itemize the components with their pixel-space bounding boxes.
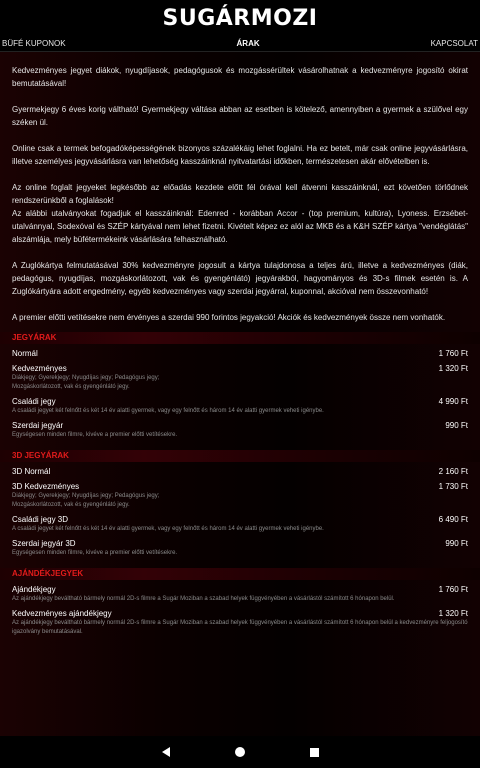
price-name: Családi jegy 3D <box>12 515 69 524</box>
price-description: Egységesen minden filmre, kivéve a premier előtti vetítésekre. <box>12 432 178 438</box>
info-paragraph: Kedvezményes jegyet diákok, nyugdíjasok, pedagógusok és mozgássérültek vásárolhatnak a kedvezményre jogosító okirat bemutatásával! <box>12 66 468 88</box>
price-description: Egységesen minden filmre, kivéve a premier előtti vetítésekre. <box>12 550 178 556</box>
price-section-ajandekjegyek <box>12 568 468 637</box>
price-section-3d-jegyarak <box>12 450 468 558</box>
section-title: 3D JEGYÁRAK <box>12 451 69 460</box>
info-paragraph: Online csak a termek befogadóképességének bizonyos százalékáig lehet foglalni. Ha ez betelt, már csak online jegyvásárlásra, illetve személyes jegyvásárlásra van lehetőség kasszáinknál nyitvatartási időkben, természetesen akár elővételben is. <box>12 144 468 166</box>
price-name: Ajándékjegy <box>12 585 56 594</box>
price-row <box>12 481 468 492</box>
price-description: Diákjegy; Gyerekjegy; Nyugdíjas jegy; Pedagógus jegy; Mozgáskorlátozott, vak és gyengénlátó jegy. <box>12 493 160 508</box>
price-row <box>12 396 468 407</box>
price-value: 990 Ft <box>445 539 468 548</box>
nav-item-bufe-kuponok[interactable]: BÜFÉ KUPONOK <box>2 39 66 48</box>
prices-page-content[interactable] <box>0 52 480 736</box>
section-header <box>0 332 480 344</box>
nav-item-arak[interactable]: ÁRAK <box>236 39 260 48</box>
price-description: A családi jegyet két felnőtt és két 14 év alatti gyermek, vagy egy felnőtt és három 14 év alatti gyermek veheti igénybe. <box>12 526 324 532</box>
app-header <box>0 0 480 36</box>
price-value: 1 320 Ft <box>438 364 468 373</box>
top-nav <box>0 36 480 52</box>
price-row <box>12 608 468 619</box>
recents-icon[interactable] <box>308 746 320 758</box>
price-value: 6 490 Ft <box>438 515 468 524</box>
price-value: 990 Ft <box>445 421 468 430</box>
price-description: A családi jegyet két felnőtt és két 14 év alatti gyermek, vagy egy felnőtt és három 14 év alatti gyermek veheti igénybe. <box>12 408 324 414</box>
price-row <box>12 538 468 549</box>
section-title: JEGYÁRAK <box>12 333 57 342</box>
price-row <box>12 584 468 595</box>
price-name: Szerdai jegyár 3D <box>12 539 76 548</box>
price-name: Szerdai jegyár <box>12 421 64 430</box>
info-paragraph: A Zuglókártya felmutatásával 30% kedvezményre jogosult a kártya tulajdonosa a teljes árú, illetve a kedvezményes (diák, pedagógus, nyugdíjas, mozgáskorlátozott, vak és gyengénlátó) jegyárakból, hagyományos és 3D-s filmek esetén is. A Zuglókártyára adott engedmény, egyéb kedvezményes vagy szerdai jegyárral, kuponnal, akcióval nem összevonható! <box>12 261 468 296</box>
nav-item-kapcsolat[interactable]: KAPCSOLAT <box>430 39 478 48</box>
price-name: 3D Kedvezményes <box>12 482 80 491</box>
system-navigation-bar <box>0 736 480 768</box>
price-description: Az ajándékjegy beváltható bármely normál 2D-s filmre a Sugár Moziban a szabad helyek függvényében a vásárlástól számított 6 hónapon belül. <box>12 596 395 602</box>
price-name: Kedvezményes ajándékjegy <box>12 609 112 618</box>
app-logo[interactable]: SUGÁRMOZI <box>162 5 318 31</box>
section-header <box>0 450 480 462</box>
price-row <box>12 466 468 477</box>
price-value: 4 990 Ft <box>438 397 468 406</box>
price-description: Az ajándékjegy beváltható bármely normál 2D-s filmre a Sugár Moziban a szabad helyek függvényében a vásárlástól számított 6 hónapon belül a kedvezményre feljogosító igazolvány bemutatásával. <box>12 620 468 635</box>
price-description: Diákjegy; Gyerekjegy; Nyugdíjas jegy; Pedagógus jegy; Mozgáskorlátozott, vak és gyengénlátó jegy. <box>12 375 160 390</box>
home-icon[interactable] <box>234 746 246 758</box>
price-value: 1 760 Ft <box>438 585 468 594</box>
info-paragraph: A premier előtti vetítésekre nem érvényes a szerdai 990 forintos jegyakció! Akciók és kedvezmények össze nem vonhatók. <box>12 313 446 322</box>
price-row <box>12 363 468 374</box>
price-name: Kedvezményes <box>12 364 67 373</box>
back-icon[interactable] <box>160 746 172 758</box>
price-value: 2 160 Ft <box>438 467 468 476</box>
price-value: 1 760 Ft <box>438 349 468 358</box>
price-value: 1 730 Ft <box>438 482 468 491</box>
info-paragraph: Az online foglalt jegyeket legkésőbb az előadás kezdete előtt fél órával kell átvenni kasszáinknál, ezt követően törlődnek rendszerünkből a foglalások! Az alábbi utalványokat fogadjuk el kasszáinknál: Edenred - korábban Accor - (top premium, kultúra), Lyoness. Erzsébet-utalvánnyal, Sodexóval és SZÉP kártyával nem lehet fizetni. Kivételt képez ez alól az MKB és a K&H SZÉP kártya "vendéglátás" alszámlája, mely büfétermékeink vásárlására felhasználható. <box>12 183 468 244</box>
section-header <box>0 568 480 580</box>
price-section-jegyarak <box>12 332 468 440</box>
price-row <box>12 514 468 525</box>
info-paragraph: Gyermekjegy 6 éves korig váltható! Gyermekjegy váltása abban az esetben is kötelező, amennyiben a gyermek a szülővel egy széken ül. <box>12 105 468 127</box>
price-row <box>12 348 468 359</box>
price-value: 1 320 Ft <box>438 609 468 618</box>
section-title: AJÁNDÉKJEGYEK <box>12 569 84 578</box>
price-row <box>12 420 468 431</box>
price-name: Normál <box>12 349 38 358</box>
price-name: Családi jegy <box>12 397 56 406</box>
price-name: 3D Normál <box>12 467 51 476</box>
